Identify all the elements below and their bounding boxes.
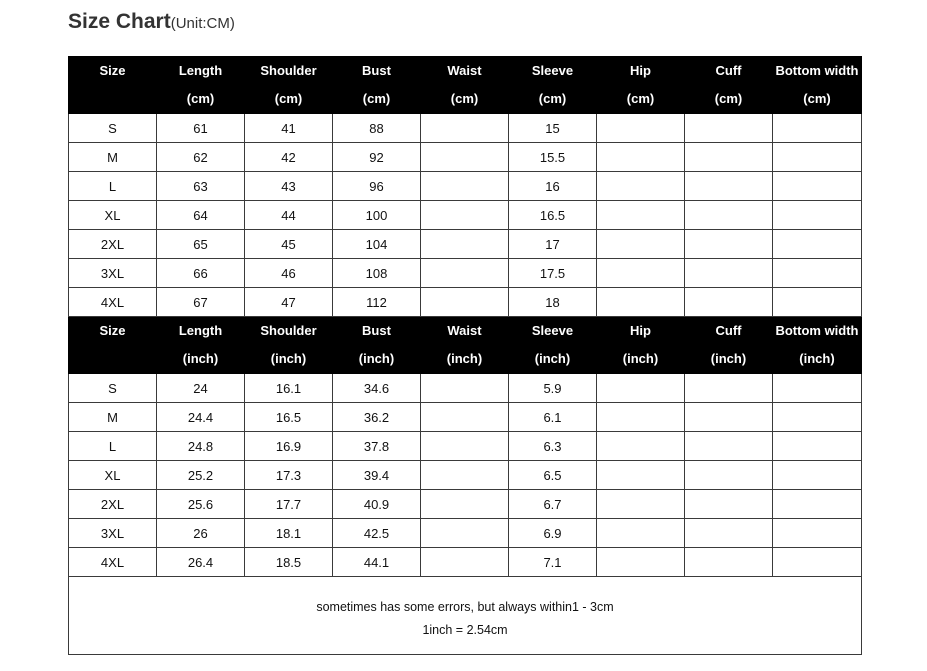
size-label-cell: M [69,403,157,432]
measurement-cell: 44.1 [333,548,421,577]
column-header [421,57,509,114]
column-header [157,57,245,114]
column-header [685,57,773,114]
measurement-cell: 17 [509,230,597,259]
measurement-cell [685,288,773,317]
measurement-cell: 18 [509,288,597,317]
size-label-cell: L [69,172,157,201]
measurement-cell [421,201,509,230]
measurement-cell: 62 [157,143,245,172]
measurement-cell [421,259,509,288]
measurement-cell: 104 [333,230,421,259]
column-header [333,317,421,374]
measurement-cell: 46 [245,259,333,288]
size-chart-table [68,56,862,655]
measurement-cell [421,288,509,317]
measurement-cell [773,259,862,288]
column-header-name: Bottom width [775,323,859,338]
measurement-cell [685,461,773,490]
column-header-name: Size [99,63,126,78]
measurement-cell: 5.9 [509,374,597,403]
column-header-unit: (cm) [538,91,567,106]
note-cell [69,577,862,655]
size-label-cell: 4XL [69,548,157,577]
measurement-cell: 34.6 [333,374,421,403]
measurement-cell [685,172,773,201]
table-row [69,172,862,201]
column-header [773,317,862,374]
measurement-cell [773,432,862,461]
size-label-cell: 2XL [69,230,157,259]
measurement-cell: 24.8 [157,432,245,461]
measurement-cell [773,114,862,143]
column-header-unit: (inch) [622,351,659,366]
measurement-cell: 39.4 [333,461,421,490]
column-header-name: Hip [630,63,651,78]
measurement-cell [597,432,685,461]
column-header [597,57,685,114]
column-header-name: Shoulder [260,63,317,78]
column-header-name: Bottom width [775,63,859,78]
table-row [69,143,862,172]
column-header-unit: (cm) [714,91,743,106]
measurement-cell: 6.3 [509,432,597,461]
measurement-cell [421,403,509,432]
measurement-cell [597,172,685,201]
column-header-unit: (inch) [358,351,395,366]
title-unit: (Unit:CM) [170,15,235,32]
column-header [773,57,862,114]
measurement-cell [685,403,773,432]
table-row [69,432,862,461]
column-header [333,57,421,114]
column-header-unit: (inch) [270,351,307,366]
measurement-cell [685,230,773,259]
column-header-name: Length [178,323,223,338]
measurement-cell [773,143,862,172]
column-header-unit: (inch) [446,351,483,366]
table-row [69,230,862,259]
column-header-unit [69,345,156,373]
measurement-cell [597,143,685,172]
measurement-cell: 47 [245,288,333,317]
measurement-cell: 15.5 [509,143,597,172]
size-chart-body [69,57,862,655]
column-header-name: Length [178,63,223,78]
measurement-cell [685,548,773,577]
size-label-cell: S [69,374,157,403]
measurement-cell [597,490,685,519]
measurement-cell: 64 [157,201,245,230]
measurement-cell [421,374,509,403]
measurement-cell: 67 [157,288,245,317]
measurement-cell: 17.5 [509,259,597,288]
table-row [69,403,862,432]
size-label-cell: 4XL [69,288,157,317]
column-header-unit: (cm) [626,91,655,106]
measurement-cell [421,461,509,490]
measurement-cell [773,172,862,201]
table-row [69,259,862,288]
measurement-cell [773,288,862,317]
column-header-unit [69,85,156,113]
measurement-cell [597,114,685,143]
measurement-cell [421,432,509,461]
note-inch-conversion: 1inch = 2.54cm [422,622,508,637]
measurement-cell [597,259,685,288]
table-row [69,288,862,317]
column-header [509,57,597,114]
measurement-cell: 16 [509,172,597,201]
size-label-cell: S [69,114,157,143]
measurement-cell [773,519,862,548]
measurement-cell: 63 [157,172,245,201]
measurement-cell: 16.1 [245,374,333,403]
measurement-cell: 6.7 [509,490,597,519]
measurement-cell [773,490,862,519]
column-header-unit: (inch) [799,351,835,366]
measurement-cell: 26 [157,519,245,548]
measurement-cell: 42.5 [333,519,421,548]
measurement-cell: 7.1 [509,548,597,577]
measurement-cell: 18.1 [245,519,333,548]
column-header-unit: (inch) [710,351,747,366]
measurement-cell: 88 [333,114,421,143]
measurement-cell [773,230,862,259]
measurement-cell: 17.7 [245,490,333,519]
measurement-cell: 17.3 [245,461,333,490]
column-header [509,317,597,374]
size-label-cell: XL [69,201,157,230]
measurement-cell: 6.5 [509,461,597,490]
column-header [69,317,157,374]
measurement-cell: 112 [333,288,421,317]
measurement-cell [421,114,509,143]
measurement-cell [597,548,685,577]
measurement-cell [421,490,509,519]
measurement-cell [773,403,862,432]
table-row [69,201,862,230]
measurement-cell: 6.1 [509,403,597,432]
measurement-cell: 44 [245,201,333,230]
column-header-name: Sleeve [531,323,574,338]
measurement-cell [421,230,509,259]
measurement-cell [685,374,773,403]
title-main: Size Chart [68,10,171,33]
measurement-cell: 96 [333,172,421,201]
measurement-cell [773,548,862,577]
size-label-cell: 2XL [69,490,157,519]
note-row [69,577,862,655]
measurement-cell: 16.5 [509,201,597,230]
column-header-name: Cuff [715,63,742,78]
measurement-cell: 26.4 [157,548,245,577]
column-header-unit: (inch) [534,351,571,366]
column-header-unit: (cm) [362,91,391,106]
inch-section-header-row [69,317,862,374]
measurement-cell: 16.5 [245,403,333,432]
measurement-cell [597,201,685,230]
column-header-name: Sleeve [531,63,574,78]
measurement-cell [685,259,773,288]
size-label-cell: M [69,143,157,172]
measurement-cell [597,230,685,259]
column-header [421,317,509,374]
measurement-cell: 25.2 [157,461,245,490]
measurement-cell: 108 [333,259,421,288]
column-header [245,57,333,114]
measurement-cell [597,519,685,548]
column-header-name: Bust [362,63,391,78]
measurement-cell: 37.8 [333,432,421,461]
measurement-cell [421,548,509,577]
measurement-cell: 92 [333,143,421,172]
page-title [68,10,235,34]
measurement-cell: 100 [333,201,421,230]
measurement-cell: 41 [245,114,333,143]
size-label-cell: 3XL [69,259,157,288]
column-header-unit: (cm) [274,91,303,106]
measurement-cell [773,374,862,403]
measurement-cell: 15 [509,114,597,143]
cm-section-header-row [69,57,862,114]
measurement-cell: 18.5 [245,548,333,577]
column-header-unit: (cm) [803,91,831,106]
measurement-cell [685,114,773,143]
column-header-name: Waist [447,63,482,78]
column-header [69,57,157,114]
size-label-cell: XL [69,461,157,490]
column-header-name: Shoulder [260,323,317,338]
column-header-name: Bust [362,323,391,338]
measurement-cell [597,403,685,432]
measurement-cell: 66 [157,259,245,288]
measurement-cell [773,201,862,230]
column-header [245,317,333,374]
column-header-name: Hip [630,323,651,338]
column-header-unit: (inch) [182,351,219,366]
measurement-cell [421,172,509,201]
table-row [69,374,862,403]
measurement-cell: 65 [157,230,245,259]
measurement-cell [685,143,773,172]
column-header-unit: (cm) [450,91,479,106]
measurement-cell: 45 [245,230,333,259]
column-header [685,317,773,374]
column-header-name: Waist [447,323,482,338]
measurement-cell: 36.2 [333,403,421,432]
table-row [69,114,862,143]
measurement-cell [421,143,509,172]
measurement-cell: 24 [157,374,245,403]
measurement-cell: 61 [157,114,245,143]
measurement-cell: 25.6 [157,490,245,519]
column-header [597,317,685,374]
measurement-cell [685,519,773,548]
column-header-name: Cuff [715,323,742,338]
table-row [69,461,862,490]
measurement-cell [597,288,685,317]
column-header [157,317,245,374]
measurement-cell [685,201,773,230]
table-row [69,519,862,548]
measurement-cell: 40.9 [333,490,421,519]
measurement-cell: 16.9 [245,432,333,461]
measurement-cell [597,374,685,403]
measurement-cell [421,519,509,548]
size-label-cell: 3XL [69,519,157,548]
measurement-cell: 6.9 [509,519,597,548]
measurement-cell: 24.4 [157,403,245,432]
table-row [69,490,862,519]
column-header-unit: (cm) [186,91,215,106]
measurement-cell [597,461,685,490]
measurement-cell [685,490,773,519]
measurement-cell [773,461,862,490]
size-label-cell: L [69,432,157,461]
measurement-cell: 42 [245,143,333,172]
measurement-cell [685,432,773,461]
column-header-name: Size [99,323,126,338]
measurement-cell: 43 [245,172,333,201]
note-error-tolerance: sometimes has some errors, but always within1 - 3cm [316,599,614,614]
table-row [69,548,862,577]
